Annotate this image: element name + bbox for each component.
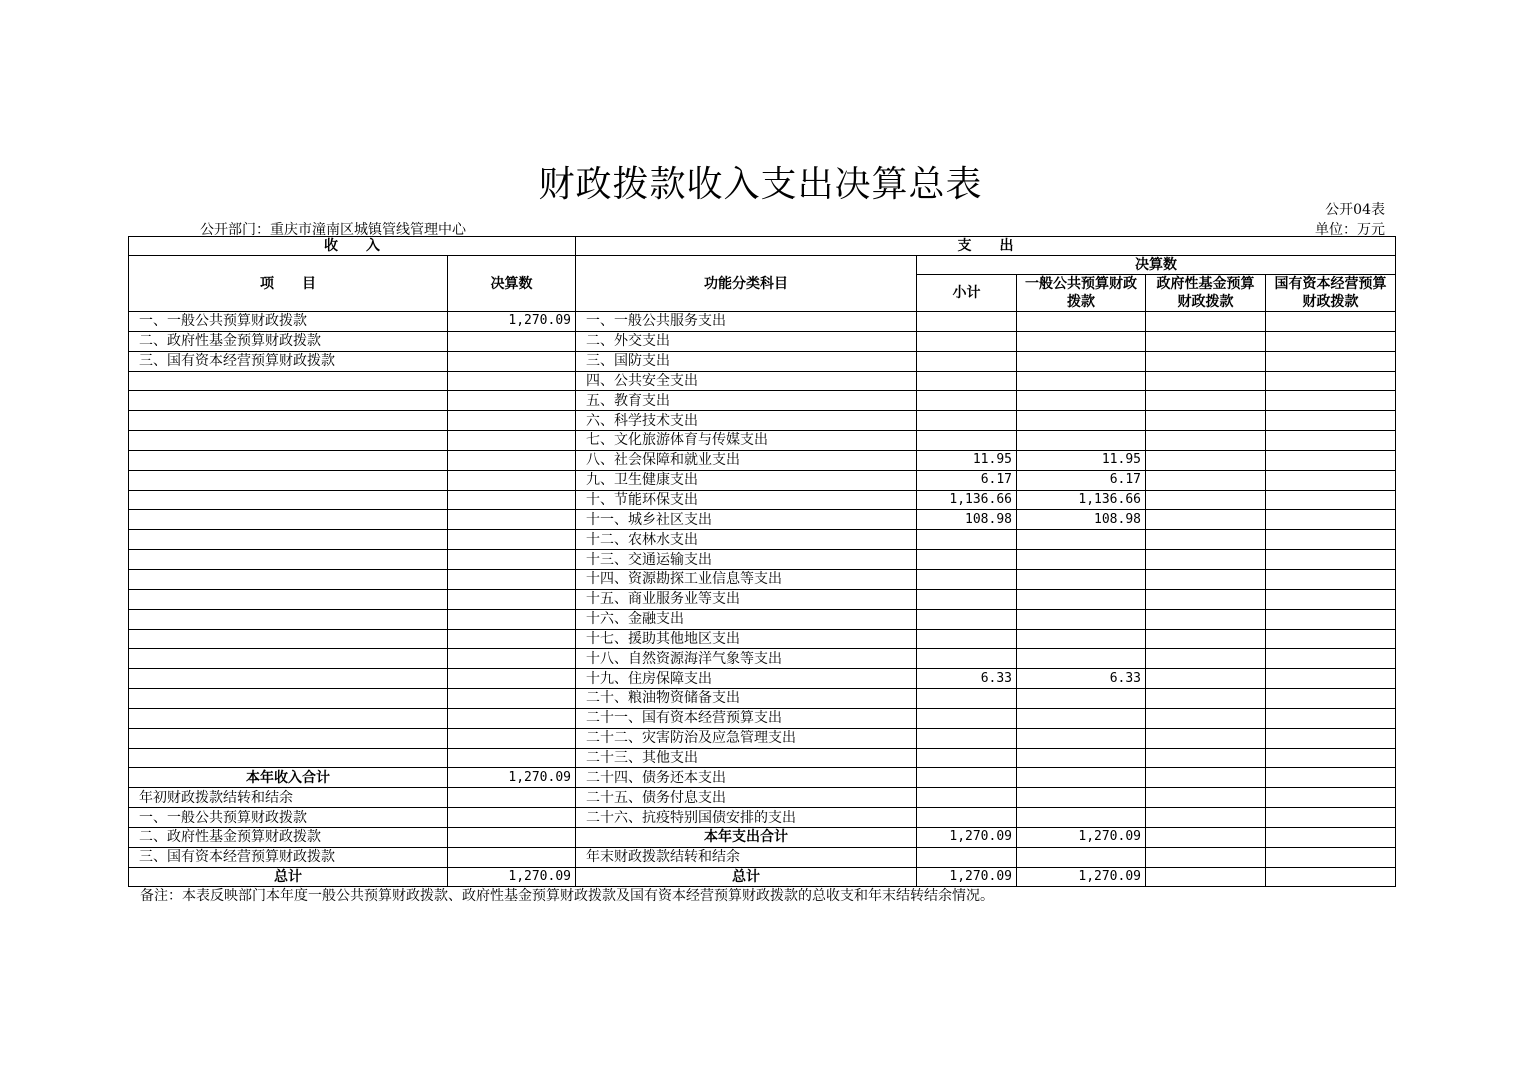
income-amount-cell [448, 669, 576, 689]
table-row [129, 768, 1396, 788]
gov-fund-cell [1146, 351, 1266, 371]
subtotal-cell [917, 728, 1017, 748]
subtotal-cell [917, 788, 1017, 808]
income-amount-cell [448, 589, 576, 609]
income-item-cell [129, 371, 448, 391]
unit-label: 单位：万元 [1315, 222, 1385, 238]
income-item-cell [129, 490, 448, 510]
income-amount-cell [448, 808, 576, 828]
expense-item-cell: 十五、商业服务业等支出 [576, 589, 917, 609]
income-item-cell [129, 510, 448, 530]
expense-item-cell: 一、一般公共服务支出 [576, 312, 917, 332]
state-capital-cell [1266, 669, 1396, 689]
expense-item-cell: 二十五、债务付息支出 [576, 788, 917, 808]
income-item-cell [129, 629, 448, 649]
expense-item-cell: 四、公共安全支出 [576, 371, 917, 391]
general-budget-cell [1017, 609, 1146, 629]
income-item-cell: 三、国有资本经营预算财政拨款 [129, 351, 448, 371]
table-row [129, 470, 1396, 490]
subtotal-cell [917, 748, 1017, 768]
income-amount-cell [448, 847, 576, 867]
general-budget-cell [1017, 411, 1146, 431]
expense-item-cell: 十七、援助其他地区支出 [576, 629, 917, 649]
state-capital-cell [1266, 708, 1396, 728]
general-budget-cell [1017, 530, 1146, 550]
subtotal-header: 小计 [917, 275, 1017, 312]
general-budget-cell [1017, 312, 1146, 332]
income-amount-cell [448, 450, 576, 470]
table-row [129, 808, 1396, 828]
expense-item-cell: 二十、粮油物资储备支出 [576, 689, 917, 709]
expense-item-cell: 十一、城乡社区支出 [576, 510, 917, 530]
expense-item-cell: 二十二、灾害防治及应急管理支出 [576, 728, 917, 748]
gov-fund-cell [1146, 569, 1266, 589]
gov-fund-cell [1146, 411, 1266, 431]
state-capital-cell [1266, 550, 1396, 570]
subtotal-cell [917, 808, 1017, 828]
subtotal-cell [917, 371, 1017, 391]
table-row [129, 728, 1396, 748]
gov-fund-cell [1146, 371, 1266, 391]
income-amount-cell [448, 708, 576, 728]
income-amount-cell [448, 629, 576, 649]
subtotal-cell: 6.33 [917, 669, 1017, 689]
gov-fund-cell [1146, 728, 1266, 748]
state-capital-cell [1266, 530, 1396, 550]
table-row [129, 649, 1396, 669]
state-capital-cell [1266, 510, 1396, 530]
table-row [129, 847, 1396, 867]
table-row [129, 450, 1396, 470]
table-row [129, 629, 1396, 649]
gov-fund-cell [1146, 470, 1266, 490]
general-budget-cell [1017, 589, 1146, 609]
income-amount-cell [448, 689, 576, 709]
gov-fund-cell [1146, 808, 1266, 828]
gov-fund-cell [1146, 827, 1266, 847]
general-budget-cell [1017, 708, 1146, 728]
expense-header: 支 出 [576, 237, 1396, 256]
general-budget-cell [1017, 351, 1146, 371]
state-capital-cell [1266, 689, 1396, 709]
state-capital-cell [1266, 748, 1396, 768]
amount-column-header: 决算数 [448, 256, 576, 312]
general-budget-cell: 1,136.66 [1017, 490, 1146, 510]
income-amount-cell [448, 649, 576, 669]
subtotal-cell [917, 689, 1017, 709]
income-amount-cell [448, 510, 576, 530]
fiscal-summary-table [128, 236, 1396, 887]
expense-item-cell: 总计 [576, 867, 917, 887]
state-capital-cell [1266, 589, 1396, 609]
gov-fund-cell [1146, 391, 1266, 411]
table-row [129, 609, 1396, 629]
expense-item-cell: 十九、住房保障支出 [576, 669, 917, 689]
income-amount-cell [448, 490, 576, 510]
expense-item-cell: 六、科学技术支出 [576, 411, 917, 431]
state-capital-cell [1266, 788, 1396, 808]
income-amount-cell [448, 431, 576, 451]
state-capital-cell [1266, 649, 1396, 669]
gov-fund-cell [1146, 530, 1266, 550]
gov-fund-cell [1146, 609, 1266, 629]
expense-item-cell: 十、节能环保支出 [576, 490, 917, 510]
income-amount-cell [448, 331, 576, 351]
gov-fund-cell [1146, 431, 1266, 451]
income-item-cell: 一、一般公共预算财政拨款 [129, 808, 448, 828]
gov-fund-cell [1146, 629, 1266, 649]
table-row [129, 569, 1396, 589]
expense-item-cell: 二十四、债务还本支出 [576, 768, 917, 788]
gov-fund-cell [1146, 748, 1266, 768]
income-item-cell [129, 609, 448, 629]
general-budget-cell [1017, 689, 1146, 709]
subtotal-cell [917, 411, 1017, 431]
state-capital-header: 国有资本经营预算财政拨款 [1266, 275, 1396, 312]
income-amount-cell: 1,270.09 [448, 867, 576, 887]
expense-item-cell: 本年支出合计 [576, 827, 917, 847]
state-capital-cell [1266, 867, 1396, 887]
general-budget-header: 一般公共预算财政拨款 [1017, 275, 1146, 312]
income-amount-cell [448, 728, 576, 748]
gov-fund-cell [1146, 450, 1266, 470]
expense-item-cell: 十六、金融支出 [576, 609, 917, 629]
income-item-cell: 二、政府性基金预算财政拨款 [129, 331, 448, 351]
general-budget-cell [1017, 649, 1146, 669]
expense-item-cell: 三、国防支出 [576, 351, 917, 371]
general-budget-cell: 11.95 [1017, 450, 1146, 470]
table-row [129, 867, 1396, 887]
gov-fund-cell [1146, 689, 1266, 709]
expense-item-cell: 九、卫生健康支出 [576, 470, 917, 490]
income-item-cell [129, 689, 448, 709]
gov-fund-cell [1146, 788, 1266, 808]
state-capital-cell [1266, 371, 1396, 391]
expense-item-cell: 二十一、国有资本经营预算支出 [576, 708, 917, 728]
subtotal-cell: 11.95 [917, 450, 1017, 470]
income-item-cell [129, 669, 448, 689]
expense-item-cell: 十四、资源勘探工业信息等支出 [576, 569, 917, 589]
gov-fund-cell [1146, 867, 1266, 887]
gov-fund-cell [1146, 847, 1266, 867]
subtotal-cell: 1,270.09 [917, 827, 1017, 847]
general-budget-cell [1017, 748, 1146, 768]
subtotal-cell [917, 768, 1017, 788]
general-budget-cell: 108.98 [1017, 510, 1146, 530]
subtotal-cell: 6.17 [917, 470, 1017, 490]
function-category-header: 功能分类科目 [576, 256, 917, 312]
table-row [129, 788, 1396, 808]
final-amount-header: 决算数 [917, 256, 1396, 275]
footnote: 备注：本表反映部门本年度一般公共预算财政拨款、政府性基金预算财政拨款及国有资本经营预算财政拨款的总收支和年末结转结余情况。 [140, 888, 994, 904]
income-amount-cell [448, 827, 576, 847]
gov-fund-cell [1146, 490, 1266, 510]
expense-item-cell: 十三、交通运输支出 [576, 550, 917, 570]
general-budget-cell: 6.33 [1017, 669, 1146, 689]
state-capital-cell [1266, 847, 1396, 867]
subtotal-cell [917, 847, 1017, 867]
gov-fund-cell [1146, 312, 1266, 332]
general-budget-cell [1017, 569, 1146, 589]
income-amount-cell: 1,270.09 [448, 768, 576, 788]
state-capital-cell [1266, 768, 1396, 788]
general-budget-cell [1017, 768, 1146, 788]
income-item-cell: 二、政府性基金预算财政拨款 [129, 827, 448, 847]
income-amount-cell [448, 609, 576, 629]
table-row [129, 550, 1396, 570]
table-row [129, 748, 1396, 768]
state-capital-cell [1266, 411, 1396, 431]
income-item-cell [129, 391, 448, 411]
income-amount-cell [448, 391, 576, 411]
expense-item-cell: 年末财政拨款结转和结余 [576, 847, 917, 867]
income-item-cell: 总计 [129, 867, 448, 887]
gov-fund-cell [1146, 649, 1266, 669]
state-capital-cell [1266, 331, 1396, 351]
expense-item-cell: 七、文化旅游体育与传媒支出 [576, 431, 917, 451]
table-row [129, 689, 1396, 709]
item-column-header: 项 目 [129, 256, 448, 312]
state-capital-cell [1266, 827, 1396, 847]
gov-fund-cell [1146, 669, 1266, 689]
department-label: 公开部门：重庆市潼南区城镇管线管理中心 [200, 222, 466, 238]
income-item-cell [129, 649, 448, 669]
general-budget-cell [1017, 847, 1146, 867]
expense-item-cell: 二十六、抗疫特别国债安排的支出 [576, 808, 917, 828]
form-number: 公开04表 [1325, 202, 1385, 218]
gov-fund-cell [1146, 708, 1266, 728]
general-budget-cell [1017, 391, 1146, 411]
income-item-cell [129, 470, 448, 490]
state-capital-cell [1266, 351, 1396, 371]
income-amount-cell [448, 748, 576, 768]
table-row [129, 530, 1396, 550]
general-budget-cell [1017, 788, 1146, 808]
general-budget-cell [1017, 728, 1146, 748]
page-title: 财政拨款收入支出决算总表 [538, 164, 983, 205]
subtotal-cell [917, 708, 1017, 728]
table-row [129, 331, 1396, 351]
table-row [129, 708, 1396, 728]
expense-item-cell: 十八、自然资源海洋气象等支出 [576, 649, 917, 669]
table-row [129, 391, 1396, 411]
income-item-cell: 一、一般公共预算财政拨款 [129, 312, 448, 332]
general-budget-cell [1017, 331, 1146, 351]
state-capital-cell [1266, 569, 1396, 589]
income-amount-cell: 1,270.09 [448, 312, 576, 332]
gov-fund-header: 政府性基金预算财政拨款 [1146, 275, 1266, 312]
income-item-cell [129, 550, 448, 570]
table-row [129, 827, 1396, 847]
income-amount-cell [448, 550, 576, 570]
income-item-cell: 年初财政拨款结转和结余 [129, 788, 448, 808]
table-row [129, 411, 1396, 431]
table-row [129, 351, 1396, 371]
income-item-cell [129, 728, 448, 748]
expense-item-cell: 十二、农林水支出 [576, 530, 917, 550]
state-capital-cell [1266, 490, 1396, 510]
income-item-cell [129, 569, 448, 589]
income-amount-cell [448, 569, 576, 589]
subtotal-cell: 1,270.09 [917, 867, 1017, 887]
income-item-cell [129, 450, 448, 470]
subtotal-cell [917, 431, 1017, 451]
gov-fund-cell [1146, 331, 1266, 351]
table-row [129, 371, 1396, 391]
income-header: 收 入 [129, 237, 576, 256]
table-row [129, 589, 1396, 609]
subtotal-cell [917, 351, 1017, 371]
general-budget-cell [1017, 371, 1146, 391]
income-item-cell: 三、国有资本经营预算财政拨款 [129, 847, 448, 867]
subtotal-cell [917, 312, 1017, 332]
table-row [129, 510, 1396, 530]
subtotal-cell [917, 609, 1017, 629]
state-capital-cell [1266, 431, 1396, 451]
state-capital-cell [1266, 609, 1396, 629]
gov-fund-cell [1146, 510, 1266, 530]
subtotal-cell: 1,136.66 [917, 490, 1017, 510]
general-budget-cell: 6.17 [1017, 470, 1146, 490]
subtotal-cell [917, 569, 1017, 589]
gov-fund-cell [1146, 589, 1266, 609]
income-item-cell [129, 589, 448, 609]
gov-fund-cell [1146, 768, 1266, 788]
gov-fund-cell [1146, 550, 1266, 570]
state-capital-cell [1266, 391, 1396, 411]
subtotal-cell [917, 530, 1017, 550]
general-budget-cell [1017, 550, 1146, 570]
subtotal-cell [917, 331, 1017, 351]
state-capital-cell [1266, 470, 1396, 490]
income-item-cell [129, 530, 448, 550]
general-budget-cell [1017, 629, 1146, 649]
general-budget-cell [1017, 431, 1146, 451]
income-amount-cell [448, 351, 576, 371]
income-item-cell [129, 411, 448, 431]
income-item-cell: 本年收入合计 [129, 768, 448, 788]
subtotal-cell [917, 550, 1017, 570]
income-item-cell [129, 748, 448, 768]
state-capital-cell [1266, 808, 1396, 828]
income-amount-cell [448, 470, 576, 490]
subtotal-cell: 108.98 [917, 510, 1017, 530]
subtotal-cell [917, 629, 1017, 649]
state-capital-cell [1266, 728, 1396, 748]
subtotal-cell [917, 649, 1017, 669]
expense-item-cell: 二、外交支出 [576, 331, 917, 351]
table-row [129, 312, 1396, 332]
table-row [129, 431, 1396, 451]
income-amount-cell [448, 530, 576, 550]
state-capital-cell [1266, 312, 1396, 332]
income-amount-cell [448, 371, 576, 391]
state-capital-cell [1266, 450, 1396, 470]
general-budget-cell: 1,270.09 [1017, 867, 1146, 887]
table-row [129, 490, 1396, 510]
income-item-cell [129, 708, 448, 728]
expense-item-cell: 二十三、其他支出 [576, 748, 917, 768]
state-capital-cell [1266, 629, 1396, 649]
expense-item-cell: 五、教育支出 [576, 391, 917, 411]
subtotal-cell [917, 391, 1017, 411]
income-item-cell [129, 431, 448, 451]
subtotal-cell [917, 589, 1017, 609]
general-budget-cell [1017, 808, 1146, 828]
table-row [129, 669, 1396, 689]
expense-item-cell: 八、社会保障和就业支出 [576, 450, 917, 470]
general-budget-cell: 1,270.09 [1017, 827, 1146, 847]
income-amount-cell [448, 788, 576, 808]
income-amount-cell [448, 411, 576, 431]
